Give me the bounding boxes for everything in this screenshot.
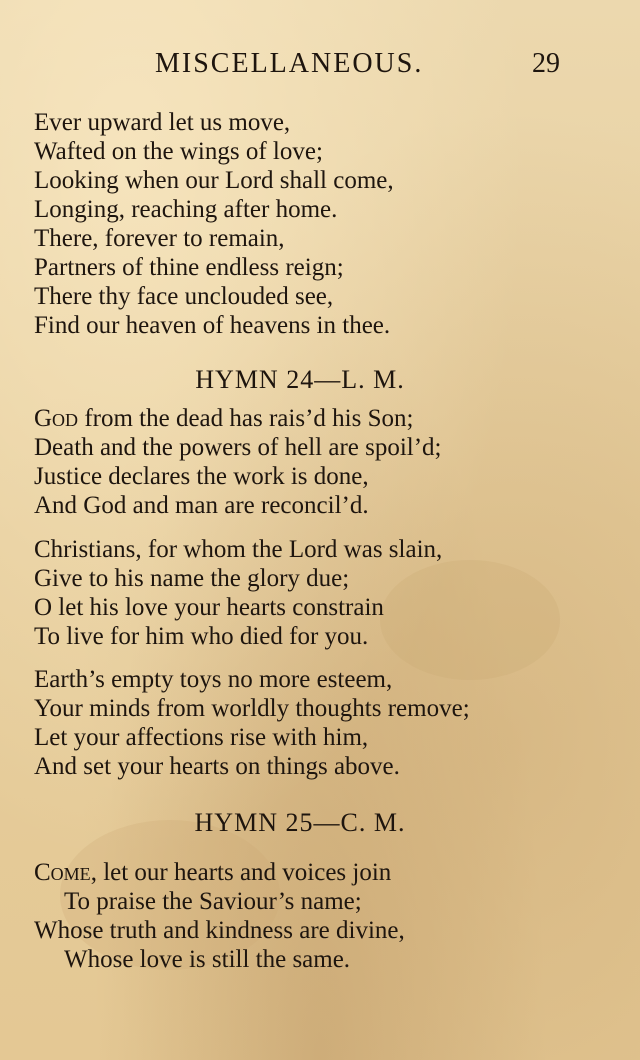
page-number: 29 <box>532 48 560 79</box>
hymn-24-verse-1 <box>34 404 442 520</box>
verse-line: Earth’s empty toys no more esteem, <box>34 666 393 693</box>
verse-line: Longing, reaching after home. <box>34 196 338 223</box>
verse-line: Death and the powers of hell are spoil’d; <box>34 434 442 461</box>
verse-line: Give to his name the glory due; <box>34 565 350 592</box>
verse-line: To live for him who died for you. <box>34 623 369 650</box>
hymn-24-verse-3 <box>34 665 470 781</box>
hymn-25-heading: HYMN 25—C. M. <box>194 808 406 837</box>
hymn-24-heading: HYMN 24—L. M. <box>195 365 405 394</box>
hymn-25-verse-1 <box>34 858 405 974</box>
verse-line: Whose truth and kindness are divine, <box>34 917 405 944</box>
verse-line <box>34 404 442 433</box>
verse-line <box>34 858 405 887</box>
verse-line: And set your hearts on things above. <box>34 753 400 780</box>
verse-line: Christians, for whom the Lord was slain, <box>34 536 443 563</box>
page-header <box>0 48 640 84</box>
verse-line: Find our heaven of heavens in thee. <box>34 312 391 339</box>
verse-line: Let your affections rise with him, <box>34 724 369 751</box>
verse-line: Wafted on the wings of love; <box>34 138 323 165</box>
stanza-continued <box>34 108 394 340</box>
drop-word: God <box>34 405 79 432</box>
verse-line: To praise the Saviour’s name; <box>64 888 362 915</box>
verse-line: And God and man are reconcil’d. <box>34 492 369 519</box>
verse-line: There, forever to remain, <box>34 225 285 252</box>
verse-line: Looking when our Lord shall come, <box>34 167 394 194</box>
line-rest: from the dead has rais’d his Son; <box>78 405 414 432</box>
verse-line: Partners of thine endless reign; <box>34 254 344 281</box>
verse-line: Ever upward let us move, <box>34 109 291 136</box>
verse-line: Whose love is still the same. <box>64 946 351 973</box>
verse-line: Your minds from worldly thoughts remove; <box>34 695 470 722</box>
drop-word: Come <box>34 859 91 886</box>
verse-line: O let his love your hearts constrain <box>34 594 384 621</box>
verse-line: There thy face unclouded see, <box>34 283 334 310</box>
running-title: MISCELLANEOUS. <box>155 48 424 79</box>
line-rest: , let our hearts and voices join <box>90 859 392 886</box>
verse-line: Justice declares the work is done, <box>34 463 369 490</box>
hymn-24-verse-2 <box>34 535 442 651</box>
